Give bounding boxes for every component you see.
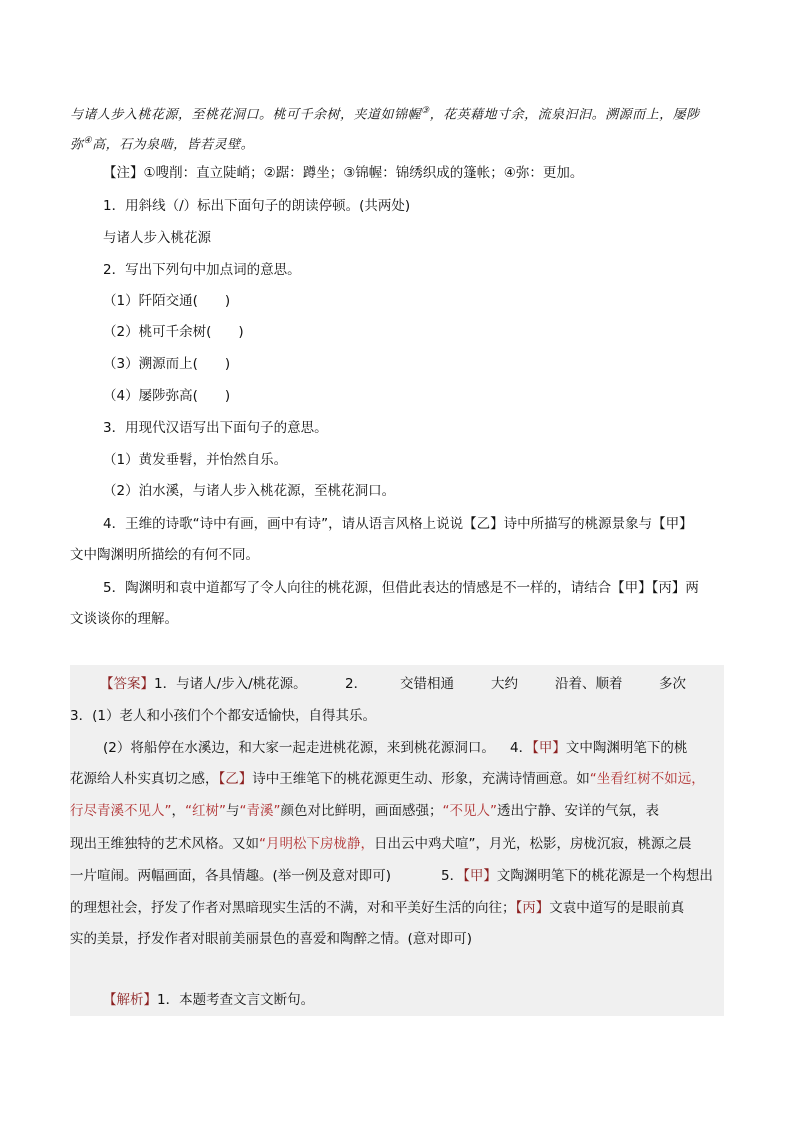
passage-text: ，花英藉地寸余，流泉汩汩。溯源而上，屡陟 (429, 107, 700, 123)
answer-2-item: 大约 (491, 676, 518, 692)
question-4-cont: 文中陶渊明所描绘的有何不同。 (70, 547, 259, 563)
answer-5-line-2 (70, 898, 684, 918)
question-1-sentence: 与诸人步入桃花源 (103, 230, 211, 246)
answer-3-2: (2）将船停在水溪边，和大家一起走进桃花源，来到桃花源洞口。 (103, 740, 495, 756)
answer-4-text: ， (171, 803, 185, 819)
answer-4-line-5: 一片喧闹。两幅画面，各具情趣。(举一例及意对即可) (70, 868, 392, 884)
tag-yi: 【乙】 (218, 771, 253, 787)
question-5-cont: 文谈谈你的理解。 (70, 611, 178, 627)
passage-line-1 (70, 101, 700, 125)
answer-4-text: 花源给人朴实真切之感， (70, 771, 219, 787)
question-3-item: （2）泊水溪，与诸人步入桃花源，至桃花洞口。 (103, 483, 396, 499)
answer-4-text: 透出宁静、安详的气氛，表 (497, 803, 659, 819)
answer-5-start (441, 866, 713, 886)
question-3: 3．用现代汉语写出下面句子的意思。 (103, 420, 328, 436)
question-2: 2．写出下列句中加点词的意思。 (103, 262, 301, 278)
question-4: 4．王维的诗歌“诗中有画，画中有诗”，请从语言风格上说说【乙】诗中所描写的桃源景象与【甲】 (103, 516, 693, 532)
answer-5-text: 的理想社会，抒发了作者对黑暗现实生活的不满，对和平美好生活的向往； (70, 900, 516, 916)
note-marker: ④ (83, 136, 93, 146)
answer-line-3-2 (103, 738, 495, 758)
notes: 【注】①嗖削：直立陡峭；②踞：蹲坐；③锦幄：锦绣织成的篷帐；④弥：更加。 (103, 165, 584, 181)
answer-4-line-4 (70, 834, 692, 854)
quote: “青溪” (239, 803, 281, 819)
passage-text: 高，石为泉啮，皆若灵壁。 (92, 137, 255, 153)
answer-4-text: 诗中王维笔下的桃花源更生动、形象，充满诗情画意。如 (252, 771, 590, 787)
answer-line-1 (100, 674, 307, 694)
question-2-item: （4）屡陟弥高( ) (103, 388, 231, 404)
answer-5-num: 5． (441, 868, 464, 884)
quote: “红树” (185, 803, 226, 819)
tag-bing: 【丙】 (515, 900, 550, 916)
answer-2-item: 交错相通 (400, 676, 454, 692)
quote: “不见人” (442, 803, 497, 819)
answer-4-line-3 (70, 801, 659, 821)
answer-4-text: 现出王维独特的艺术风格。又如 (70, 836, 259, 852)
question-2-item: （3）溯源而上( ) (103, 356, 231, 372)
answer-4-start (510, 738, 687, 758)
answer-4-text: 与 (226, 803, 240, 819)
answer-4-num: 4． (510, 740, 533, 756)
answer-2-item: 沿着、顺着 (555, 676, 623, 692)
analysis-text: 1．本题考查文言文断句。 (157, 992, 315, 1008)
quote: “月明松下房栊静， (259, 836, 374, 852)
tag-jia: 【甲】 (463, 868, 497, 884)
quote: 行尽青溪不见人” (70, 803, 172, 819)
answer-5-text: 文陶渊明笔下的桃花源是一个构想出 (496, 868, 713, 884)
answer-4-text: 文中陶渊明笔下的桃 (565, 740, 688, 756)
answer-5-text: 文袁中道写的是眼前真 (549, 900, 685, 916)
answer-4-text: 颜色对比鲜明，画面感强； (280, 803, 443, 819)
passage-line-2 (70, 131, 254, 155)
question-2-item: （1）阡陌交通( ) (103, 293, 231, 309)
note-marker: ③ (421, 106, 430, 116)
analysis-line (103, 990, 314, 1010)
answer-4-line-2 (70, 769, 705, 789)
answer-3-1: 3．(1）老人和小孩们个个都安适愉快，自得其乐。 (70, 708, 376, 724)
quote: “坐看红树不如远， (589, 771, 705, 787)
passage-text: 与诸人步入桃花源，至桃花洞口。桃可千余树，夹道如锦幄 (70, 107, 422, 123)
tag-jia: 【甲】 (532, 740, 566, 756)
question-2-item: （2）桃可千余树( ) (103, 324, 244, 340)
question-1: 1．用斜线（/）标出下面句子的朗读停顿。(共两处) (103, 198, 411, 214)
question-3-item: （1）黄发垂髫，并怡然自乐。 (103, 452, 288, 468)
answer-4-text: 日出云中鸡犬喧”，月光，松影，房栊沉寂，桃源之晨 (374, 836, 692, 852)
answer-label: 【答案】 (100, 676, 154, 692)
answer-2-num: 2． (345, 676, 368, 692)
question-5: 5．陶渊明和袁中道都写了令人向往的桃花源，但借此表达的情感是不一样的，请结合【甲】【丙】两 (103, 580, 699, 596)
answer-5-line-3: 实的美景，抒发作者对眼前美丽景色的喜爱和陶醉之情。(意对即可) (70, 931, 473, 947)
answer-2-item: 多次 (659, 676, 686, 692)
passage-text: 弥 (70, 137, 84, 153)
answer-1: 1．与诸人/步入/桃花源。 (154, 676, 307, 692)
analysis-label: 【解析】 (103, 992, 157, 1008)
